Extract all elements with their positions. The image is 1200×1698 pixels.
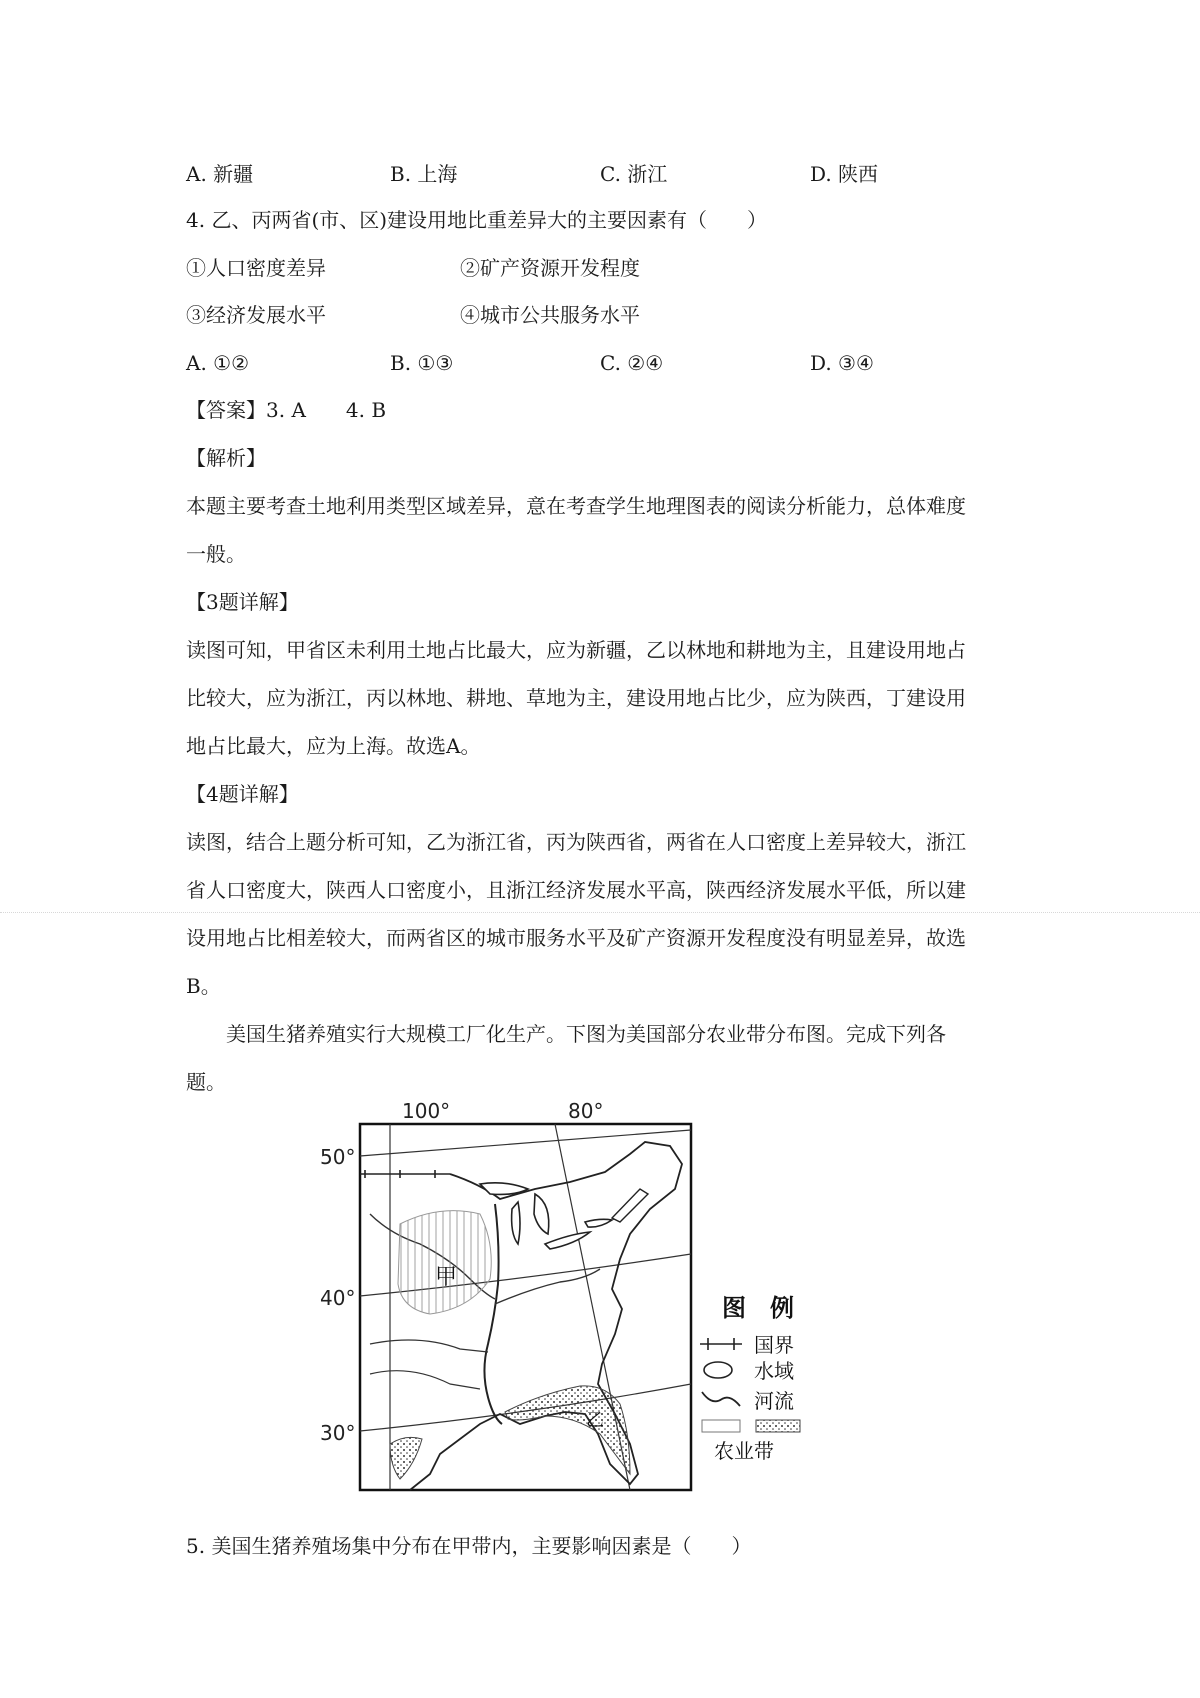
q3-option-d: D. 陕西 — [810, 162, 879, 186]
lon-label-80: 80° — [568, 1099, 604, 1123]
legend-water-label: 水域 — [754, 1359, 794, 1383]
q4-option-c: C. ②④ — [600, 351, 664, 375]
q4-stem: 4. 乙、丙两省(市、区)建设用地比重差异大的主要因素有（ ） — [186, 208, 768, 232]
legend-agriculture-belt — [702, 1420, 800, 1463]
q4-item-1: ①人口密度差异 — [186, 256, 326, 280]
detail3-text-2: 比较大，应为浙江，丙以林地、耕地、草地为主，建设用地占比少，应为陕西，丁建设用 — [186, 686, 966, 710]
belt-jia — [398, 1211, 491, 1314]
detail4-text-4: B。 — [186, 974, 221, 998]
legend-national-border-label: 国界 — [754, 1333, 794, 1357]
legend-river-label: 河流 — [754, 1389, 794, 1413]
answer-line: 【答案】3. A 4. B — [186, 398, 387, 422]
q4-option-d: D. ③④ — [810, 351, 874, 375]
q3-option-c: C. 浙江 — [600, 162, 668, 186]
lat-label-30: 30° — [320, 1421, 356, 1445]
lon-label-100: 100° — [402, 1099, 451, 1123]
analysis-title: 【解析】 — [186, 446, 266, 470]
lat-label-40: 40° — [320, 1286, 356, 1310]
detail4-text-1: 读图，结合上题分析可知，乙为浙江省，丙为陕西省，两省在人口密度上差异较大，浙江 — [186, 830, 966, 854]
map-graticule — [360, 1124, 691, 1490]
q3-option-b: B. 上海 — [390, 162, 458, 186]
analysis-text-2: 一般。 — [186, 542, 246, 566]
belt-jia-label: 甲 — [435, 1265, 458, 1290]
detail4-text-3: 设用地占比相差较大，而两省区的城市服务水平及矿产资源开发程度没有明显差异，故选 — [186, 926, 966, 950]
us-agriculture-belt-map — [320, 1094, 890, 1494]
detail4-text-2: 省人口密度大，陕西人口密度小，且浙江经济发展水平高，陕西经济发展水平低，所以建 — [186, 878, 966, 902]
page-divider — [0, 912, 1200, 913]
q4-item-4: ④城市公共服务水平 — [460, 303, 640, 327]
national-border-line — [360, 1170, 450, 1178]
q4-item-2: ②矿产资源开发程度 — [460, 256, 640, 280]
lat-label-50: 50° — [320, 1145, 356, 1169]
detail3-text-1: 读图可知，甲省区未利用土地占比最大，应为新疆，乙以林地和耕地为主，且建设用地占 — [186, 638, 966, 662]
great-lakes — [480, 1183, 648, 1249]
detail3-title: 【3题详解】 — [186, 590, 299, 614]
detail3-text-3: 地占比最大，应为上海。故选A。 — [186, 734, 481, 758]
detail4-title: 【4题详解】 — [186, 782, 299, 806]
q3-option-a: A. 新疆 — [186, 162, 254, 186]
legend-river — [702, 1389, 794, 1413]
q4-item-3: ③经济发展水平 — [186, 303, 326, 327]
intro-text-2: 题。 — [186, 1070, 226, 1094]
analysis-text-1: 本题主要考查土地利用类型区域差异，意在考查学生地理图表的阅读分析能力，总体难度 — [186, 494, 966, 518]
q4-option-b: B. ①③ — [390, 351, 454, 375]
legend-water — [704, 1359, 794, 1383]
q5-stem: 5. 美国生猪养殖场集中分布在甲带内，主要影响因素是（ ） — [186, 1534, 752, 1558]
q4-option-a: A. ①② — [186, 351, 250, 375]
legend-agriculture-belt-label: 农业带 — [714, 1439, 774, 1463]
belt-yi — [390, 1386, 630, 1479]
legend-title: 图 例 — [722, 1294, 794, 1322]
belt-yi-label: 乙 — [586, 1410, 604, 1431]
legend-national-border — [700, 1333, 794, 1357]
map-frame — [360, 1124, 691, 1490]
map-legend — [700, 1294, 800, 1463]
intro-text-1: 美国生猪养殖实行大规模工厂化生产。下图为美国部分农业带分布图。完成下列各 — [226, 1022, 946, 1046]
